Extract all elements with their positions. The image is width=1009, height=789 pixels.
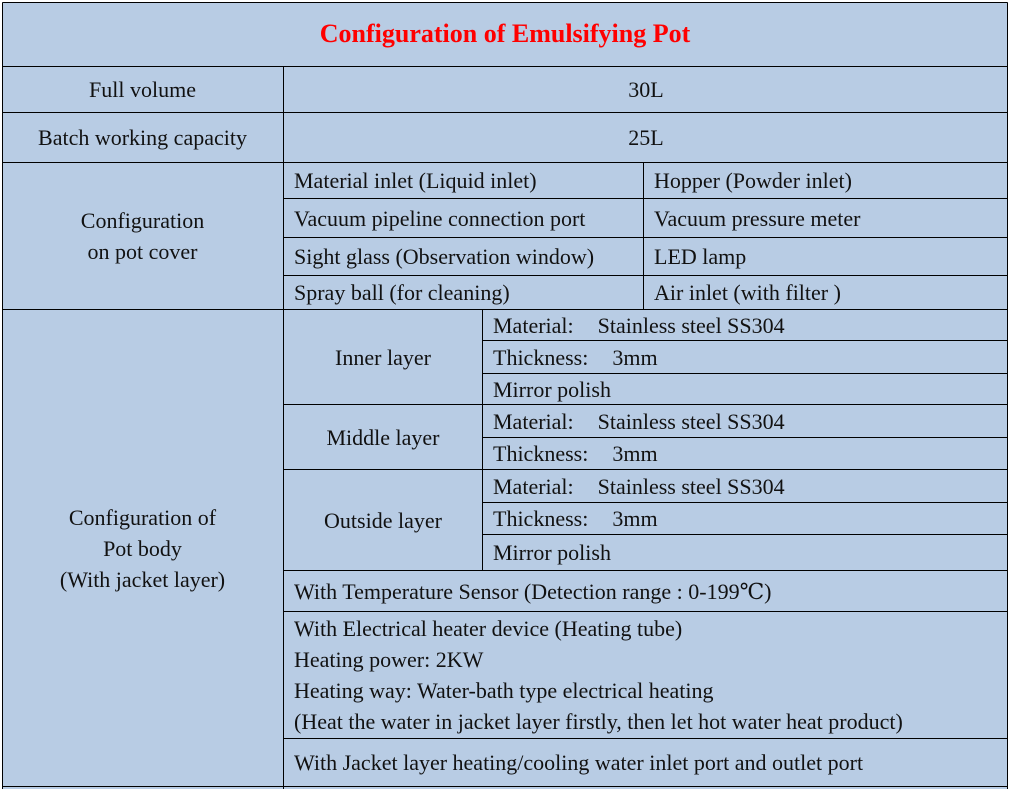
heater-line: Heating way: Water-bath type electrical heating xyxy=(294,678,714,703)
heater-line: Heating power: 2KW xyxy=(294,647,484,672)
configuration-table xyxy=(2,2,1008,789)
outside-layer-label: Outside layer xyxy=(324,507,442,533)
pot-cover-label xyxy=(2,163,283,309)
outside-layer-material xyxy=(483,470,1008,502)
pot-body-label xyxy=(2,310,283,787)
batch-capacity-value: 25L xyxy=(628,125,664,150)
inner-layer-label: Inner layer xyxy=(335,344,431,370)
pot-cover-item: Spray ball (for cleaning) xyxy=(294,280,510,305)
material-value: Stainless steel SS304 xyxy=(597,312,785,338)
pot-cover-item: Vacuum pipeline connection port xyxy=(294,205,586,231)
thickness-value: 3mm xyxy=(612,344,658,370)
thickness-key: Thickness: xyxy=(493,441,589,466)
thickness-key: Thickness: xyxy=(493,506,589,531)
pot-body-label-line: Configuration of xyxy=(68,505,217,530)
full-volume-label: Full volume xyxy=(89,77,196,102)
full-volume-value: 30L xyxy=(628,77,664,102)
material-key: Material: xyxy=(493,408,574,434)
electrical-heater xyxy=(284,612,1008,738)
material-key: Material: xyxy=(493,312,574,338)
inner-layer-material xyxy=(483,310,1008,340)
pot-body-label-line: (With jacket layer) xyxy=(59,567,226,592)
inner-layer-thickness xyxy=(483,341,1008,373)
pot-cover-item: Hopper (Powder inlet) xyxy=(654,168,852,193)
outside-layer-thickness xyxy=(483,503,1008,534)
thickness-value: 3mm xyxy=(612,441,658,466)
pot-cover-item: Vacuum pressure meter xyxy=(654,205,861,231)
pot-cover-item: LED lamp xyxy=(654,244,747,269)
inner-layer-mirror-polish: Mirror polish xyxy=(493,376,611,402)
middle-layer-thickness xyxy=(483,438,1008,469)
thickness-key: Thickness: xyxy=(493,344,589,370)
pot-body-label-line: Pot body xyxy=(103,536,182,561)
material-key: Material: xyxy=(493,473,574,499)
heater-line: With Electrical heater device (Heating tube) xyxy=(294,616,683,641)
middle-layer-label: Middle layer xyxy=(326,424,440,450)
middle-layer-material xyxy=(483,405,1008,437)
pot-cover-label-line: Configuration xyxy=(80,208,205,233)
jacket-ports: With Jacket layer heating/cooling water inlet port and outlet port xyxy=(294,750,864,775)
material-value: Stainless steel SS304 xyxy=(597,408,785,434)
outside-layer-mirror-polish: Mirror polish xyxy=(493,540,611,565)
pot-cover-item: Air inlet (with filter ) xyxy=(654,280,841,305)
pot-cover-label-line: on pot cover xyxy=(87,239,198,264)
table-title: Configuration of Emulsifying Pot xyxy=(319,19,691,48)
pot-cover-item: Material inlet (Liquid inlet) xyxy=(294,168,537,193)
temperature-sensor: With Temperature Sensor (Detection range : 0-199℃) xyxy=(294,578,772,604)
thickness-value: 3mm xyxy=(612,506,658,531)
pot-cover-item: Sight glass (Observation window) xyxy=(294,244,595,269)
heater-line: (Heat the water in jacket layer firstly, then let hot water heat product) xyxy=(294,709,903,734)
batch-capacity-label: Batch working capacity xyxy=(38,125,247,150)
material-value: Stainless steel SS304 xyxy=(597,473,785,499)
